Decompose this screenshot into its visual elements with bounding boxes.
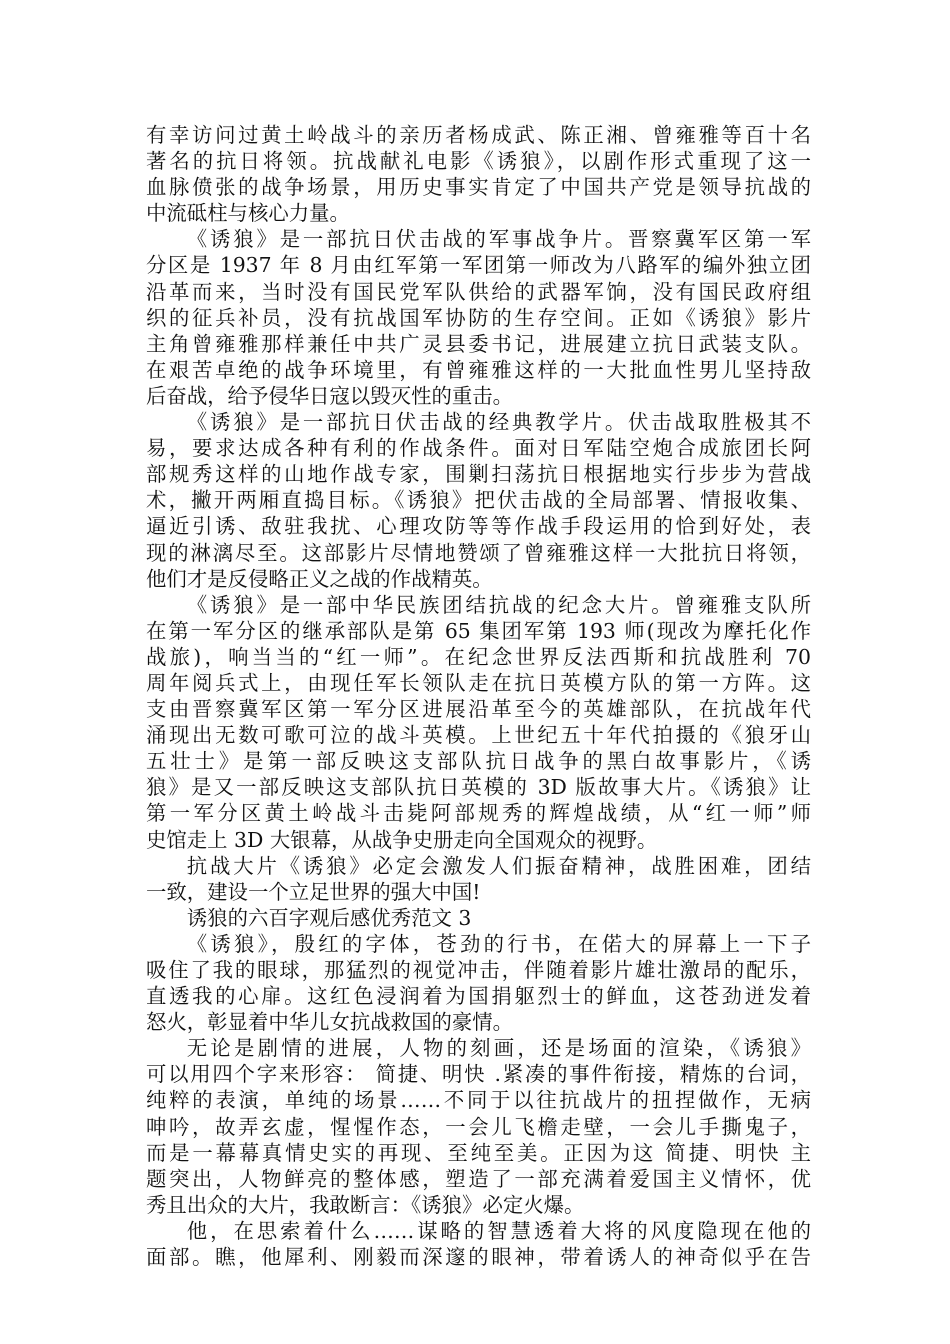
text-line: 一致，建设一个立足世界的强大中国! bbox=[146, 879, 481, 904]
paragraph bbox=[146, 1035, 811, 1218]
text-line: 《诱狼》，殷红的字体，苍劲的行书，在偌大的屏幕上一下子 bbox=[186, 931, 811, 956]
text-line: 著名的抗日将领。抗战献礼电影《诱狼》，以剧作形式重现了这一 bbox=[146, 149, 811, 174]
text-line: 而是一幕幕真情史实的再现、至纯至美。正因为这 简捷、明快 主 bbox=[146, 1140, 811, 1165]
text-line: 在第一军分区的继承部队是第 65 集团军第 193 师(现改为摩托化作 bbox=[146, 618, 811, 643]
text-line: 可以用四个字来形容： 简捷、明快 .紧凑的事件衔接，精炼的台词， bbox=[146, 1062, 811, 1087]
paragraph bbox=[146, 1218, 811, 1270]
text-line: 史馆走上 3D 大银幕，从战争史册走向全国观众的视野。 bbox=[146, 827, 658, 852]
text-line: 怒火，彰显着中华儿女抗战救国的豪情。 bbox=[146, 1010, 514, 1035]
paragraph bbox=[146, 905, 811, 931]
paragraph bbox=[146, 409, 811, 592]
text-line: 分区是 1937 年 8 月由红军第一军团第一师改为八路军的编外独立团 bbox=[146, 253, 811, 278]
paragraph bbox=[146, 122, 811, 226]
paragraph bbox=[146, 592, 811, 853]
text-line: 他们才是反侵略正义之战的作战精英。 bbox=[146, 566, 493, 591]
text-line: 面部。瞧，他犀利、刚毅而深邃的眼神，带着诱人的神奇似乎在告 bbox=[146, 1245, 811, 1270]
paragraph bbox=[146, 853, 811, 905]
text-line: 五壮士》是第一部反映这支部队抗日战争的黑白故事影片，《诱 bbox=[146, 749, 811, 774]
text-line: 血脉偾张的战争场景，用历史事实肯定了中国共产党是领导抗战的 bbox=[146, 175, 811, 200]
text-line: 《诱狼》是一部中华民族团结抗战的纪念大片。曾雍雅支队所 bbox=[186, 592, 811, 617]
text-line: 诱狼的六百字观后感优秀范文 3 bbox=[186, 905, 472, 930]
text-line: 无论是剧情的进展，人物的刻画，还是场面的渲染，《诱狼》 bbox=[186, 1036, 811, 1061]
text-line: 现的淋漓尽至。这部影片尽情地赞颂了曾雍雅这样一大批抗日将领， bbox=[146, 540, 811, 565]
text-line: 战旅)，响当当的“红一师”。在纪念世界反法西斯和抗战胜利 70 bbox=[146, 644, 811, 669]
text-line: 呻吟，故弄玄虚，惺惺作态，一会儿飞檐走壁，一会儿手撕鬼子， bbox=[146, 1114, 811, 1139]
paragraph bbox=[146, 226, 811, 409]
text-line: 吸住了我的眼球，那猛烈的视觉冲击，伴随着影片雄壮激昂的配乐， bbox=[146, 958, 811, 982]
text-line: 第一军分区黄土岭战斗击毙阿部规秀的辉煌战绩，从“红一师”师 bbox=[146, 801, 811, 826]
text-line: 有幸访问过黄土岭战斗的亲历者杨成武、陈正湘、曾雍雅等百十名 bbox=[146, 123, 811, 147]
text-line: 部规秀这样的山地作战专家，围剿扫荡抗日根据地实行步步为营战 bbox=[146, 462, 811, 487]
text-line: 他，在思索着什么……谋略的智慧透着大将的风度隐现在他的 bbox=[186, 1218, 811, 1243]
text-line: 支由晋察冀军区第一军分区进展沿革至今的英雄部队，在抗战年代 bbox=[146, 697, 811, 722]
text-line: 中流砥柱与核心力量。 bbox=[146, 201, 350, 226]
text-line: 狼》是又一部反映这支部队抗日英模的 3D 版故事大片。《诱狼》让 bbox=[146, 775, 811, 800]
text-line: 涌现出无数可歌可泣的战斗英模。上世纪五十年代拍摄的《狼牙山 bbox=[146, 723, 811, 748]
text-line: 易，要求达成各种有利的作战条件。面对日军陆空炮合成旅团长阿 bbox=[146, 436, 811, 461]
text-line: 周年阅兵式上，由现任军长领队走在抗日英模方队的第一方阵。这 bbox=[146, 670, 811, 695]
text-line: 术，撇开两厢直捣目标。《诱狼》把伏击战的全局部署、情报收集、 bbox=[146, 488, 811, 513]
text-line: 抗战大片《诱狼》必定会激发人们振奋精神，战胜困难，团结 bbox=[186, 853, 811, 878]
text-line: 后奋战，给予侵华日寇以毁灭性的重击。 bbox=[146, 383, 514, 408]
text-line: 秀且出众的大片，我敢断言：《诱狼》必定火爆。 bbox=[146, 1192, 585, 1217]
text-line: 题突出，人物鲜亮的整体感，塑造了一部充满着爱国主义情怀，优 bbox=[146, 1166, 811, 1191]
text-line: 纯粹的表演，单纯的场景……不同于以往抗战片的扭捏做作，无病 bbox=[146, 1088, 811, 1113]
text-line: 在艰苦卓绝的战争环境里，有曾雍雅这样的一大批血性男儿坚持敌 bbox=[146, 357, 811, 382]
text-line: 直透我的心扉。这红色浸润着为国捐躯烈士的鲜血，这苍劲迸发着 bbox=[146, 984, 811, 1009]
paragraph bbox=[146, 931, 811, 1035]
text-line: 织的征兵补员，没有抗战国军协防的生存空间。正如《诱狼》影片 bbox=[146, 305, 811, 330]
text-line: 《诱狼》是一部抗日伏击战的经典教学片。伏击战取胜极其不 bbox=[186, 410, 811, 435]
document-page bbox=[146, 122, 811, 1270]
text-line: 沿革而来，当时没有国民党军队供给的武器军饷，没有国民政府组 bbox=[146, 279, 811, 304]
text-line: 主角曾雍雅那样兼任中共广灵县委书记，进展建立抗日武装支队。 bbox=[146, 331, 811, 356]
text-line: 逼近引诱、敌驻我扰、心理攻防等等作战手段运用的恰到好处，表 bbox=[146, 514, 811, 539]
text-line: 《诱狼》是一部抗日伏击战的军事战争片。晋察冀军区第一军 bbox=[186, 227, 811, 252]
